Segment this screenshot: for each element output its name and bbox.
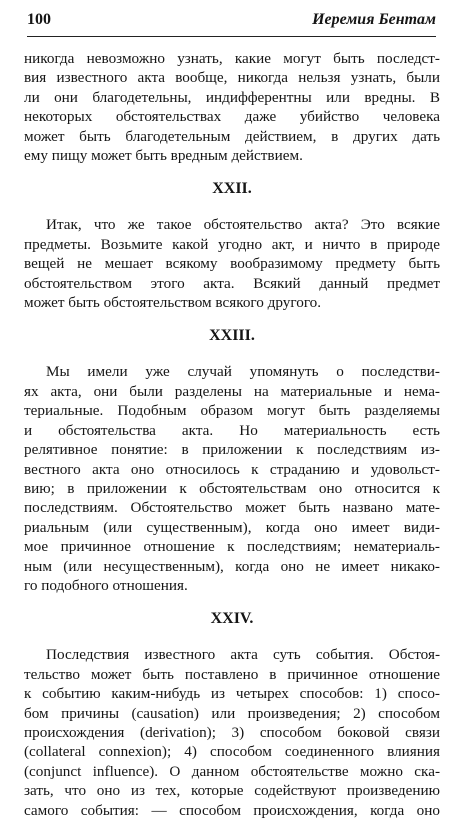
- text-line: к событию каким-нибудь из четырех способов: 1) спосо-: [24, 685, 440, 703]
- section-heading-xxiii: XXIII.: [209, 327, 255, 345]
- text-line: Мы имели уже случай упомянуть о последстви-: [46, 363, 440, 381]
- text-line: бом причины (causation) или произведения; 2) способом: [24, 704, 440, 722]
- text-line: вестного акта оно относилось к страданию и удовольст-: [24, 460, 440, 478]
- page-number: 100: [27, 11, 51, 28]
- text-line: и обстоятельства акта. Но материальность есть: [24, 421, 440, 439]
- paragraph-xxii: [24, 215, 440, 312]
- text-line: вещей не мешает всякому вообразимому предмету быть: [24, 255, 440, 273]
- text-line: Итак, что же такое обстоятельство акта? Это всякие: [46, 216, 440, 234]
- text-line: вия известного акта вообще, никогда нельзя узнать, были: [24, 69, 440, 87]
- text-line: тельство может быть поставлено в причинное отношение: [24, 665, 440, 683]
- text-line: зать, что оно из тех, которые содействуют произведению: [24, 782, 440, 800]
- paragraph-xxiv: [24, 645, 440, 820]
- text-line: го подобного отношения.: [24, 576, 188, 594]
- text-line: предметы. Возьмите какой угодно акт, и ничто в природе: [24, 235, 440, 253]
- text-line: ли они благодетельны, индифферентны или вредны. В: [24, 88, 440, 106]
- text-line: (conjunct influence). О данном обстоятельстве можно ска-: [24, 762, 440, 780]
- paragraph-xxiii: [24, 362, 440, 595]
- text-line: Последствия известного акта суть события. Обстоя-: [46, 646, 440, 664]
- text-line: последствиям. Обстоятельство может быть названо мате-: [24, 499, 440, 517]
- text-line: вию; в приложении к обстоятельствам оно относится к: [24, 479, 440, 497]
- text-line: териальные. Подобным образом могут быть разделяемы: [24, 402, 440, 420]
- text-line: самого события: — способом происхождения, когда оно: [24, 801, 440, 819]
- text-line: происхождения (derivation); 3) способом боковой связи: [24, 723, 440, 741]
- text-line: может быть обстоятельством всякого другого.: [24, 294, 322, 312]
- header-rule: [27, 36, 436, 37]
- page-body: [24, 49, 440, 820]
- text-line: ях акта, они были разделены на материальные и нема-: [24, 382, 440, 400]
- text-line: никогда невозможно узнать, какие могут быть последст-: [24, 50, 440, 67]
- text-line: некоторых обстоятельствах даже убийство человека: [24, 108, 440, 126]
- text-line: обстоятельством этого акта. Всякий данный предмет: [24, 274, 440, 292]
- text-line: риальным (или существенным), когда оно имеет види-: [24, 518, 440, 536]
- running-title: Иеремия Бентам: [312, 11, 436, 28]
- text-line: мое причинное отношение к последствиям; нематериаль-: [24, 538, 440, 556]
- section-heading-xxii: XXII.: [212, 180, 252, 198]
- paragraph-continuation: [24, 49, 440, 165]
- text-line: может быть благодетельным действием, в других дать: [24, 127, 440, 145]
- section-heading-xxiv: XXIV.: [210, 610, 254, 628]
- text-line: (collateral connexion); 4) способом соединенного влияния: [24, 743, 440, 761]
- text-line: ным (или несущественным), когда оно не имеет никако-: [24, 557, 440, 575]
- text-line: релятивное понятие: в приложении к последствиям из-: [24, 441, 440, 459]
- page-header: [27, 11, 436, 33]
- text-line: ему пищу может быть вредным действием.: [24, 147, 303, 165]
